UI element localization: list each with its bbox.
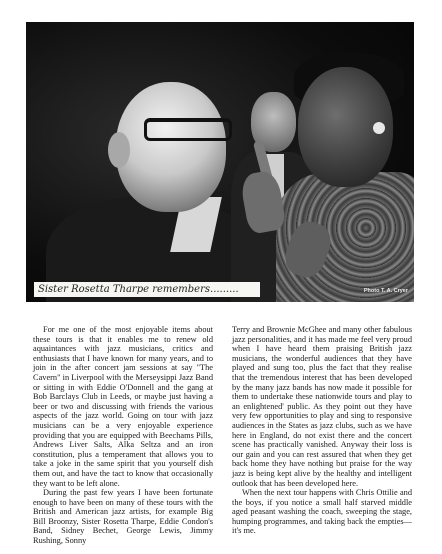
man-ear <box>108 132 130 168</box>
signature-caption: Sister Rosetta Tharpe remembers......... <box>34 282 260 297</box>
glasses <box>144 118 232 141</box>
paragraph: Terry and Brownie McGhee and many other fabulous jazz personalities, and it has made me feel very proud when I have heard them praising British jazz musicians, the wonderful audiences that they have played and sung too, plus the fact that they realise that the tremendous interest that has been developed by the many jazz bands has now made it possible for them to undertake these nationwide tours and play to an enlightened' public. As they point out they have very few opportunities to play and sing to responsive audiences in the States as jazz clubs, such as we have here in England, do not exist there and the concert scene has practically vanished. Anyway their loss is our gain and you can rest assured that when they get back home they have nothing but praise for the way jazz is being kept alive by the healthy and intelligent outlook that has been developed here. <box>232 325 412 488</box>
photo-credit: Photo T. A. Cryer <box>363 288 408 294</box>
paragraph: When the next tour happens with Chris Ottilie and the boys, if you notice a small half starved middle aged peasant washing the coach, sweeping the stage, humping programmes, and taking back the empties—it's me. <box>232 488 412 536</box>
right-column <box>232 325 412 536</box>
paragraph: During the past few years I have been fortunate enough to have been on many of these tours with the British and American jazz artists, for example Big Bill Broonzy, Sister Rosetta Tharpe, Eddie Condon's Band, Sidney Bechet, George Lewis, Jimmy Rushing, Sonny <box>33 488 213 546</box>
man-head <box>116 82 226 212</box>
paragraph: For me one of the most enjoyable items about these tours is that it enables me to renew old aquaintances with jazz musicians, critics and enthusiasts that I have known for many years, and to join in the after concert jam sessions at say "The Cavern" in Liverpool with the Merseysippi Jazz Band or sitting in with Eddie O'Donnell and the gang at Bob Barclays Club in Leeds, or maybe just having a beer or two and discussing with friends the various aspects of the jazz world. Going on tour with jazz musicians can be a very enjoyable experience providing that you are equipped with Beechams Pills, Andrews Liver Salts, Alka Seltza and an iron constitution, plus a temperament that allows you to take a joke in the same spirit that you yourself dish them out, and have the tact to know that occasionally they want to be left alone. <box>33 325 213 488</box>
earring <box>373 122 385 134</box>
photograph <box>26 22 414 302</box>
left-column <box>33 325 213 546</box>
